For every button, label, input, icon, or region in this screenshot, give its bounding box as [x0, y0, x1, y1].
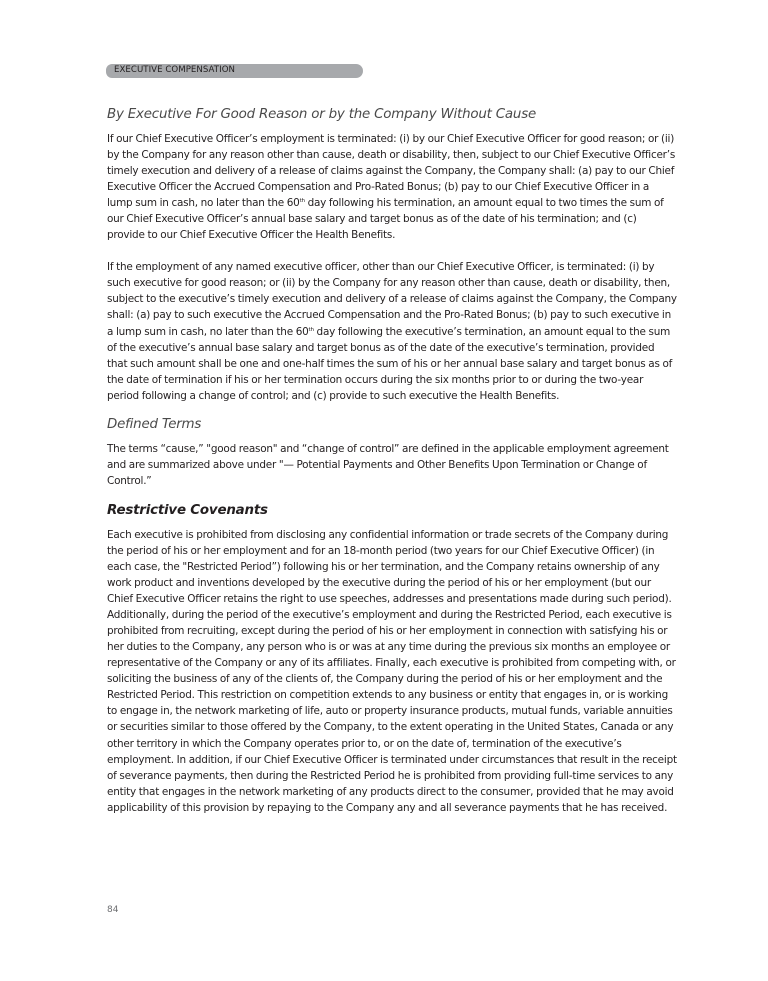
- ordinal-superscript: th: [308, 326, 314, 333]
- paragraph-neo-termination: [107, 259, 677, 403]
- document-body: [107, 106, 677, 816]
- paragraph-text: day following his termination, an amount equal to two times the sum of our Chief Executive Officer’s annual base salary and target bonus as of the date of his termination; and (c) provide to our Chief Executive Officer the Health Benefits.: [107, 197, 664, 242]
- heading-defined-terms: Defined Terms: [107, 416, 202, 432]
- paragraph-text: day following the executive’s termination, an amount equal to the sum of the executive’s annual base salary and target bonus as of the date of the executive’s termination, provided that such amount shall be one and one-half times the sum of his or her annual base salary and target bonus as of the date of termination if his or her termination occurs during the six months prior to or during the two-year period following a change of control; and (c) provide to such executive the Health Benefits.: [107, 325, 673, 402]
- paragraph-ceo-termination: [107, 131, 677, 243]
- paragraph-text: If the employment of any named executive officer, other than our Chief Executive Officer, is terminated: (i) by such executive for good reason; or (ii) by the Company for any reason other than cause, death or disability, then, subject to the executive’s timely execution and delivery of a release of claims against the Company, the Company shall: (a) pay to such executive the Accrued Compensation and the Pro-Rated Bonus; (b) pay to such executive in a lump sum in cash, no later than the 60: [107, 261, 677, 338]
- heading-restrictive-covenants: Restrictive Covenants: [107, 502, 268, 518]
- section-header-bar: [106, 64, 363, 78]
- paragraph-text: If our Chief Executive Officer’s employment is terminated: (i) by our Chief Executive Officer for good reason; or (ii) by the Company for any reason other than cause, death or disability, then, subject to our Chief Executive Officer’s timely execution and delivery of a release of claims against the Company, the Company shall: (a) pay to our Chief Executive Officer the Accrued Compensation and Pro-Rated Bonus; (b) pay to our Chief Executive Officer in a lump sum in cash, no later than the 60: [107, 133, 676, 210]
- page-number: 84: [107, 905, 119, 915]
- ordinal-superscript: th: [299, 198, 305, 205]
- paragraph-defined-terms: The terms “cause,” "good reason" and “change of control” are defined in the applicable employment agreement and are summarized above under "— Potential Payments and Other Benefits Upon Termination or Change of Control.”: [107, 442, 669, 487]
- paragraph-restrictive-covenants: Each executive is prohibited from disclosing any confidential information or trade secrets of the Company during the period of his or her employment and for an 18-month period (two years for our Chief Executive Officer) (in each case, the "Restricted Period”) following his or her termination, and the Company retains ownership of any work product and inventions developed by the executive during the period of his or her employment (but our Chief Executive Officer retains the right to use speeches, addresses and presentations made during such period). Additionally, during the period of the executive’s employment and during the Restricted Period, each executive is prohibited from recruiting, except during the period of his or her employment in connection with satisfying his or her duties to the Company, any person who is or was at any time during the previous six months an employee or representative of the Company or any of its affiliates. Finally, each executive is prohibited from competing with, or soliciting the business of any of the clients of, the Company during the period of his or her employment and the Restricted Period. This restriction on competition extends to any business or entity that engages in, or is working to engage in, the network marketing of life, auto or property insurance products, mutual funds, variable annuities or securities similar to those offered by the Company, to the extent operating in the United States, Canada or any other territory in which the Company operates prior to, or on the date of, termination of the executive’s employment. In addition, if our Chief Executive Officer is terminated under circumstances that result in the receipt of severance payments, then during the Restricted Period he is prohibited from providing full-time services to any entity that engages in the network marketing of any products direct to the consumer, provided that he may avoid applicability of this provision by repaying to the Company any and all severance payments that he has received.: [107, 528, 677, 814]
- heading-good-reason: By Executive For Good Reason or by the Company Without Cause: [107, 107, 537, 122]
- section-header-label: EXECUTIVE COMPENSATION: [114, 65, 235, 75]
